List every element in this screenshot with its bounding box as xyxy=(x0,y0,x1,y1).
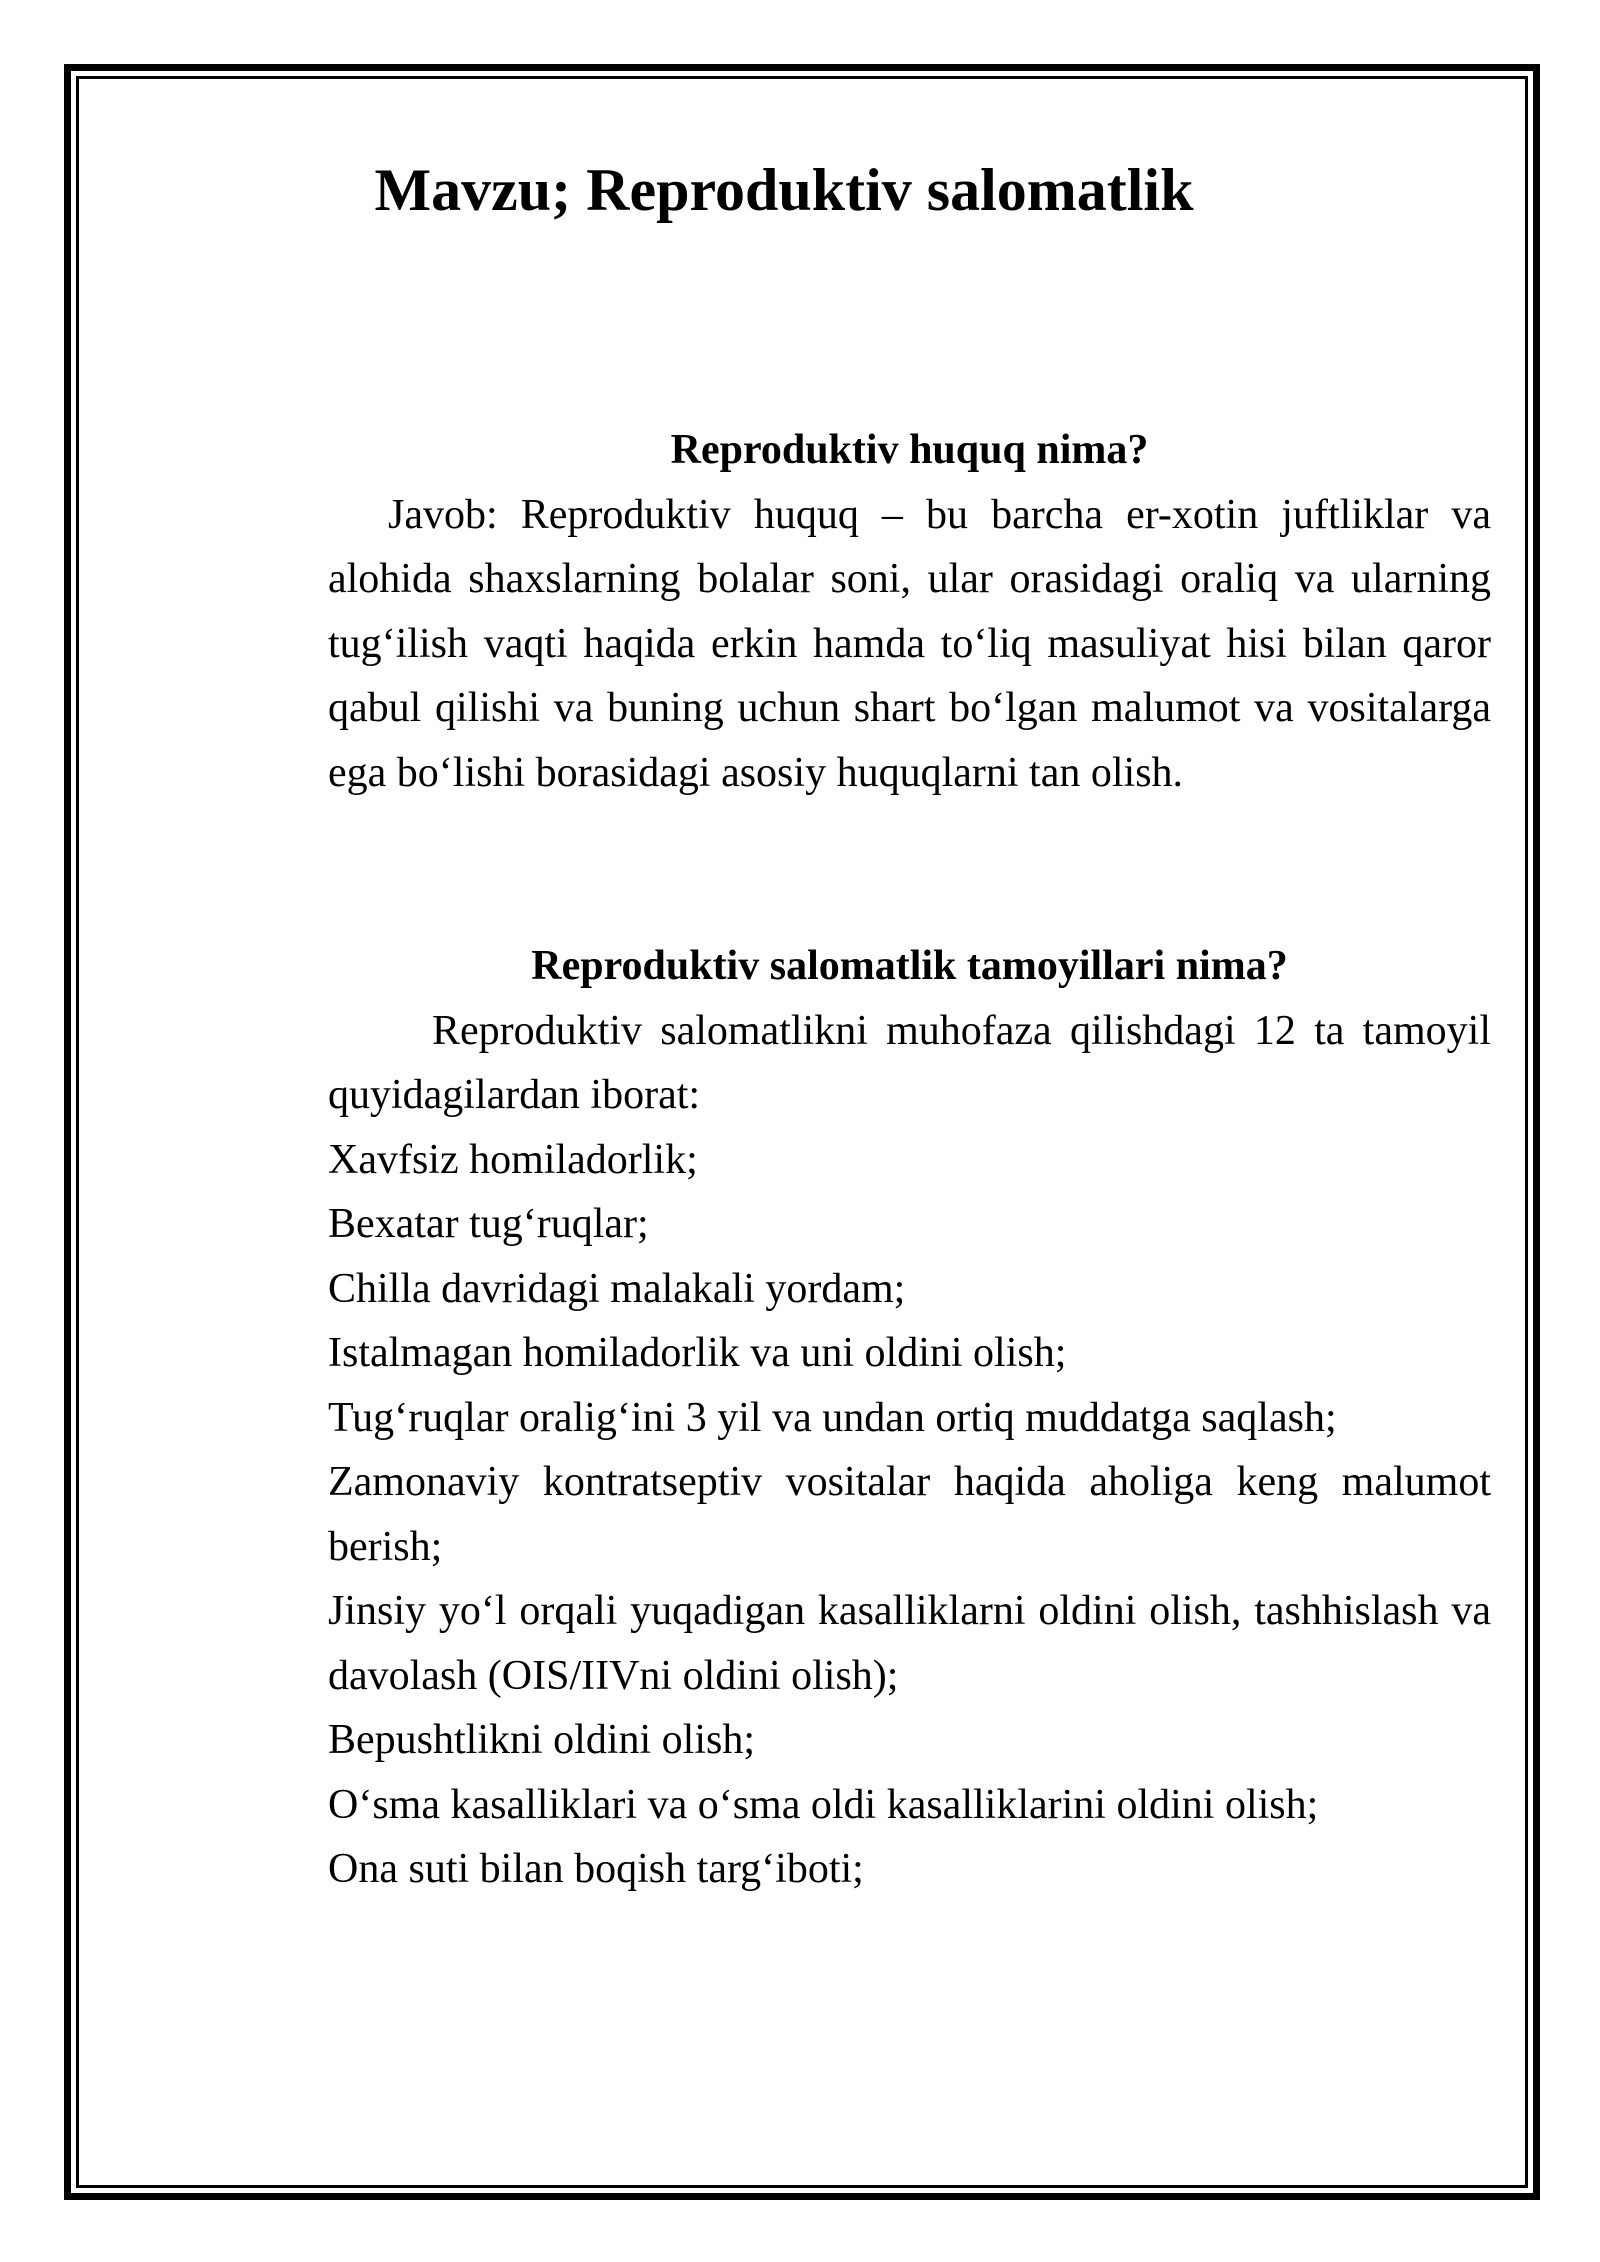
answer-paragraph: Javob: Reproduktiv huquq – bu barcha er-xotin juftliklar va alohida shaxslarning bolalar soni, ular orasidagi oraliq va ularning tug‘ilish vaqti haqida erkin hamda to‘liq masuliyat hisi bilan qaror qabul qilishi va buning uchun shart bo‘lgan malumot va vositalarga ega bo‘lishi borasidagi asosiy huquqlarni tan olish. xyxy=(328,491,1491,796)
list-item: O‘sma kasalliklari va o‘sma oldi kasalliklarini oldini olish; xyxy=(328,1781,1319,1828)
list-item: Bepushtlikni oldini olish; xyxy=(328,1717,756,1763)
document-title: Mavzu; Reproduktiv salomatlik xyxy=(374,157,1194,223)
list-item: Bexatar tug‘ruqlar; xyxy=(328,1201,649,1247)
list-item: Istalmagan homiladorlik va uni oldini olish; xyxy=(328,1330,1067,1376)
list-item: Chilla davridagi malakali yordam; xyxy=(328,1265,906,1312)
list-item: Zamonaviy kontratseptiv vositalar haqida aholiga keng malumot berish; xyxy=(328,1459,1491,1570)
list-item: Xavfsiz homiladorlik; xyxy=(328,1136,698,1183)
list-item: Ona suti bilan boqish targ‘iboti; xyxy=(328,1846,864,1892)
section-heading: Reproduktiv salomatlik tamoyillari nima? xyxy=(531,943,1288,989)
document-body xyxy=(328,418,1491,1902)
intro-paragraph: Reproduktiv salomatlikni muhofaza qilishdagi 12 ta tamoyil quyidagilardan iborat: xyxy=(328,1007,1491,1118)
list-item: Jinsiy yo‘l orqali yuqadigan kasalliklarni oldini olish, tashhislash va davolash (OIS/IIVni oldini olish); xyxy=(328,1588,1491,1699)
list-item: Tug‘ruqlar oralig‘ini 3 yil va undan ortiq muddatga saqlash; xyxy=(328,1394,1337,1441)
section-spacer xyxy=(328,805,1491,934)
principles-list xyxy=(328,1128,1491,1902)
section-heading: Reproduktiv huquq nima? xyxy=(670,427,1149,473)
